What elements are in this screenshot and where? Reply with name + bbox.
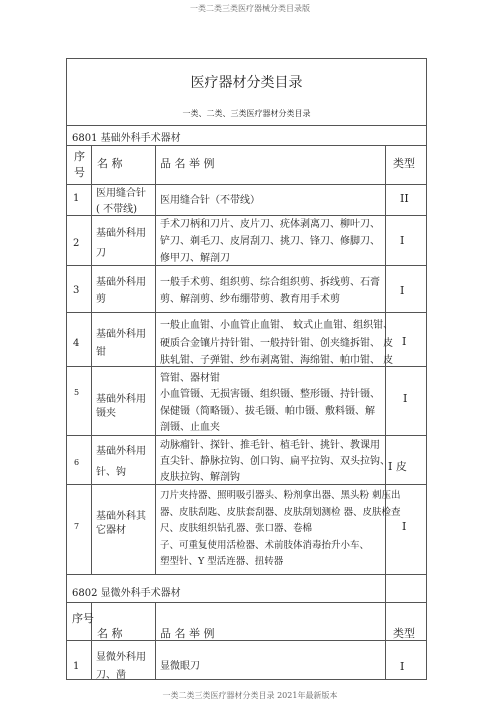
col-divider [155, 602, 156, 680]
col-divider [155, 145, 156, 574]
row-name: 基础外科用 镊夹 [96, 394, 146, 419]
row-example: 医用缝合针（不带线） [160, 195, 260, 206]
col-header-no: 序 号 [74, 150, 85, 179]
row-name: 显微外科用 刀、凿 [96, 652, 146, 681]
row-example: 小血管镊、无损害镊、组织镊、整形镊、持针镊、 保健镊（简略镊）、拔毛镊、帕巾镊、敷料镊、解 剖镊、止血夹 [160, 389, 380, 433]
row-type: I [403, 392, 408, 405]
row-type: I [400, 660, 405, 673]
row-type: I [402, 335, 407, 348]
rule [66, 184, 427, 185]
row-name: 基础外科用 刀 [96, 228, 146, 259]
col-divider [385, 574, 386, 680]
row-type: II [400, 192, 409, 205]
col-header-name: 名 称 [97, 157, 123, 170]
document-subtitle: 一类、二类、三类医疗器材分类目录 [182, 109, 311, 118]
rule [66, 145, 427, 146]
row-type: I [402, 520, 407, 533]
row-no: 1 [73, 193, 80, 204]
row-name: 医用缝合针 ( 不带线) [96, 188, 146, 215]
page-header: 一类二类三类医疗器械分类目录版 [190, 4, 310, 13]
row-example: 手术刀柄和刀片、皮片刀、疣体剥离刀、柳叶刀、 铲刀、剃毛刀、皮屑刮刀、挑刀、锋刀、修脚刀、 修甲刀、解剖刀 [160, 219, 380, 264]
row-name: 基础外科用 针、钩 [96, 446, 146, 478]
row-no: 2 [73, 238, 80, 249]
col-header-no: 序号 [72, 612, 94, 625]
col-header-example: 品 名 举 例 [160, 627, 215, 640]
col-header-name: 名 称 [97, 627, 123, 640]
row-example: 一般手术剪、组织剪、综合组织剪、拆线剪、石膏 剪、解剖剪、纱布绷带剪、教育用手术剪 [160, 277, 380, 305]
rule [66, 574, 427, 575]
row-example: 刀片夹持器、照明吸引器头、粉剂拿出器、黑头粉 刺压出 器、皮肤刮匙、皮肤套刮器、皮肤刮划测检 器、皮肤检查 尺、皮肤组织钻孔器、张口器、卷棉 子、可重复使用活检器、术前肢体消毒抬升小车、 塑型针、Y 型活连器、扭转器 [160, 490, 401, 567]
row-example: 动脉瘤针、探针、推毛针、植毛针、挑针、教课用 直尖针、静脉拉钩、创口钩、扁平拉钩、双头拉钩、 皮肤拉钩、解剖钩 [160, 440, 390, 483]
document-title: 医疗器材分类目录 [190, 75, 303, 91]
row-no: 3 [73, 285, 80, 296]
row-no: 7 [74, 522, 80, 531]
section-heading: 6801 基础外科手术器材 [72, 133, 181, 144]
row-type: I [400, 234, 405, 247]
section-heading: 6802 显微外科手术器材 [72, 588, 181, 599]
col-header-type: 类型 [393, 157, 415, 170]
rule [66, 125, 427, 126]
col-header-type: 类型 [393, 627, 415, 640]
row-name: 基础外科其 它器材 [96, 511, 146, 536]
row-name: 基础外科用 钳 [96, 329, 146, 358]
col-header-example: 品 名 举 例 [160, 157, 215, 170]
row-type: I 皮 [388, 460, 407, 473]
row-no: 5 [74, 388, 80, 397]
col-divider [91, 145, 92, 574]
row-no: 4 [73, 338, 80, 349]
rule [66, 602, 427, 603]
row-example: 显微眼刀 [160, 661, 200, 672]
row-example: 一般止血钳、小血管止血钳、 蚊式止血钳、组织钳、 硬质合金镶片持针钳、一般持针钳、创夹缝拆钳、 皮 肤轧钳、子弹钳、纱布剥离钳、海绵钳、帕巾钳、 皮 管钳、器材钳 [160, 320, 394, 384]
rule [66, 312, 427, 313]
row-name: 基础外科用 剪 [96, 277, 146, 305]
row-no: 1 [73, 661, 80, 672]
row-type: I [400, 284, 405, 297]
page-footer: 一类二类三类医疗器材分类目录 2021年最新版本 [162, 691, 338, 700]
row-no: 6 [74, 458, 80, 467]
